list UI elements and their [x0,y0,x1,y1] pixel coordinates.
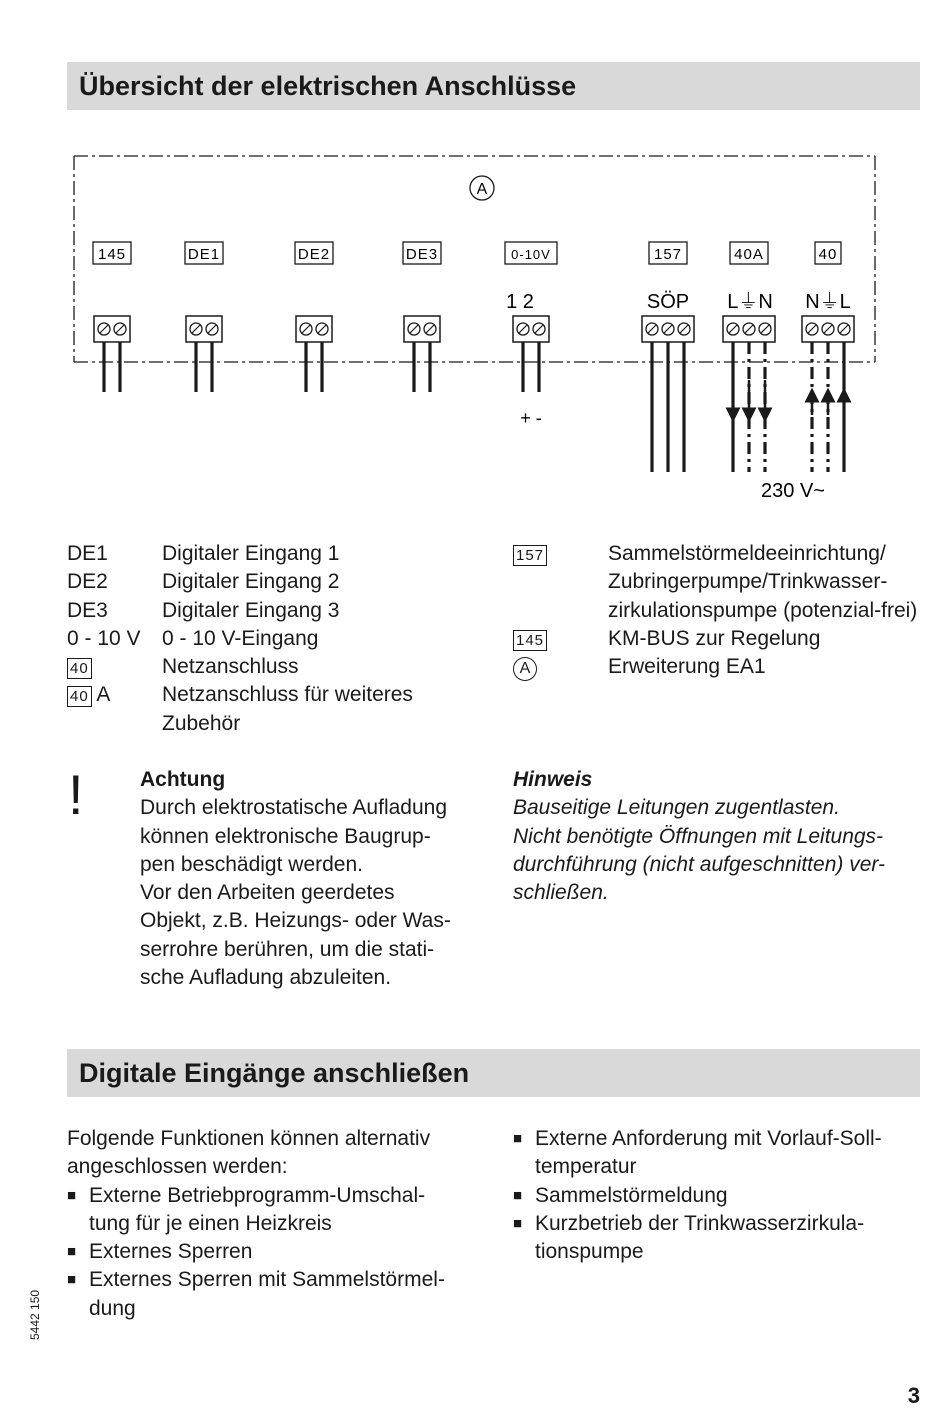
voltage-label: 230 V~ [761,480,825,502]
list-item [67,1238,487,1266]
terminal-label-de1 [185,242,223,264]
terminal-box-label: 157 [513,545,547,566]
note-line: Nicht benötigte Öffnungen mit Leitungs- [513,824,884,848]
terminal-label-145 [93,242,131,264]
legend-desc: Netzanschluss für weiteres Zubehör [162,683,413,735]
note-line: schließen. [513,881,609,905]
polarity-label: + - [520,408,542,428]
list-item-line: tung für je einen Heizkreis [89,1211,332,1235]
note-line: durchführung (nicht aufgeschnitten) ver- [513,852,885,876]
terminal-label-de3 [403,242,441,264]
warning-line: serrohre berühren, um die stati- [140,937,435,961]
terminal-label-0-10v [505,242,557,264]
terminal-block-40a [723,316,775,342]
legend-row [67,653,487,681]
legend-code: DE2 [67,570,108,594]
bullet-list-right [513,1125,928,1266]
legend-code: DE1 [67,542,108,565]
svg-text:DE3: DE3 [405,246,439,263]
terminal-label-de2 [295,242,333,264]
svg-text:157: 157 [653,246,683,263]
intro-line: angeschlossen werden: [67,1155,288,1179]
legend-row [67,597,487,625]
legend-right [513,540,923,681]
warning-icon: ! [68,763,84,826]
document-number: 5442 150 [28,1289,42,1340]
legend-row [67,625,487,653]
list-item-line: Externes Sperren [89,1240,253,1264]
circle-a-label: A [476,181,488,198]
note-line: Bauseitige Leitungen zugentlasten. [513,796,840,820]
legend-row [513,540,923,625]
bullet-list-left [67,1182,487,1323]
warning-title: Achtung [140,768,226,791]
legend-code [67,653,162,681]
list-item-line: dung [89,1296,136,1320]
terminal-block-de2 [296,316,332,342]
terminal-block-de1 [186,316,222,342]
section-title: Digitale Eingänge anschließen [79,1058,470,1088]
terminal-block-157 [642,316,694,342]
legend-code [513,653,608,681]
legend-desc: Sammelstörmeldeeinrichtung/ Zubringerpumpe/Trinkwasser-zirkulationspumpe (potenzial-frei) [608,542,918,622]
section-header [67,1049,920,1097]
legend-desc: KM-BUS zur Regelung [608,626,821,650]
svg-text:40: 40 [818,246,838,263]
list-item-line: Sammelstörmeldung [535,1183,728,1207]
legend-code [513,540,608,625]
list-item [513,1125,928,1182]
legend-code [513,625,608,653]
pin-label-0-10v: 1 2 [506,291,534,313]
terminal-box-label: 145 [513,630,547,651]
terminal-box-label: 40 [67,658,92,679]
svg-text:40A: 40A [734,246,764,263]
legend-desc: 0 - 10 V-Eingang [162,626,319,650]
list-item-line: Externe Anforderung mit Vorlauf-Soll- [535,1127,882,1150]
page-number: 3 [907,1383,920,1408]
legend-left [67,540,487,738]
warning-block [140,766,490,992]
list-item-line: Externe Betriebprogramm-Umschal- [89,1183,426,1207]
list-item-line: Externes Sperren mit Sammelstörmel- [89,1268,445,1292]
legend-code [67,681,162,738]
legend-desc: Digitaler Eingang 3 [162,598,340,622]
warning-line: pen beschädigt werden. [140,852,363,876]
legend-code: DE3 [67,598,108,622]
svg-text:145: 145 [97,246,127,263]
legend-code-suffix: A [96,683,111,707]
terminal-block-40 [802,316,854,342]
svg-text:0-10V: 0-10V [511,247,551,262]
list-item [67,1266,487,1323]
svg-text:DE1: DE1 [187,246,221,263]
intro-column [67,1125,487,1323]
section-header [67,62,920,110]
intro-line: Folgende Funktionen können alternativ [67,1127,431,1150]
note-title: Hinweis [513,768,593,791]
terminal-block-0-10v [513,316,549,342]
section-title: Übersicht der elektrischen Anschlüsse [79,71,577,101]
warning-line: können elektronische Baugrup- [140,824,431,848]
legend-desc: Erweiterung EA1 [608,655,766,679]
pin-label-40a: L⏚N [727,291,773,313]
legend-desc: Digitaler Eingang 1 [162,542,340,565]
list-item [67,1182,487,1239]
warning-line: Durch elektrostatische Aufladung [140,796,448,820]
legend-code: 0 - 10 V [67,626,141,650]
circle-a-marker [470,176,494,200]
terminal-block-de3 [404,316,440,342]
terminal-label-40 [815,242,841,264]
terminal-box-label: 40 [67,686,92,707]
list-item-line: temperatur [535,1155,637,1179]
legend-row [67,681,487,738]
legend-row [513,653,923,681]
bullet-column-right [513,1125,928,1266]
legend-row [513,625,923,653]
legend-row [67,568,487,596]
list-item [513,1182,928,1210]
wiring-diagram [60,140,890,510]
note-block [513,766,928,907]
warning-line: sche Aufladung abzuleiten. [140,966,392,990]
terminal-label-157 [649,242,687,264]
pin-label-40: N⏚L [805,291,851,313]
pin-label-157: SÖP [646,291,690,313]
svg-text:DE2: DE2 [297,246,331,263]
warning-line: Vor den Arbeiten geerdetes [140,881,395,905]
legend-desc: Digitaler Eingang 2 [162,570,340,594]
legend-desc: Netzanschluss [162,655,299,679]
terminal-label-40a [730,242,768,264]
warning-line: Objekt, z.B. Heizungs- oder Was- [140,909,451,933]
list-item [513,1210,928,1267]
circle-a-icon: A [513,657,537,681]
legend-row [67,540,487,568]
terminal-block-145 [94,316,130,342]
list-item-line: Kurzbetrieb der Trinkwasserzirkula- [535,1211,865,1235]
list-item-line: tionspumpe [535,1240,644,1264]
